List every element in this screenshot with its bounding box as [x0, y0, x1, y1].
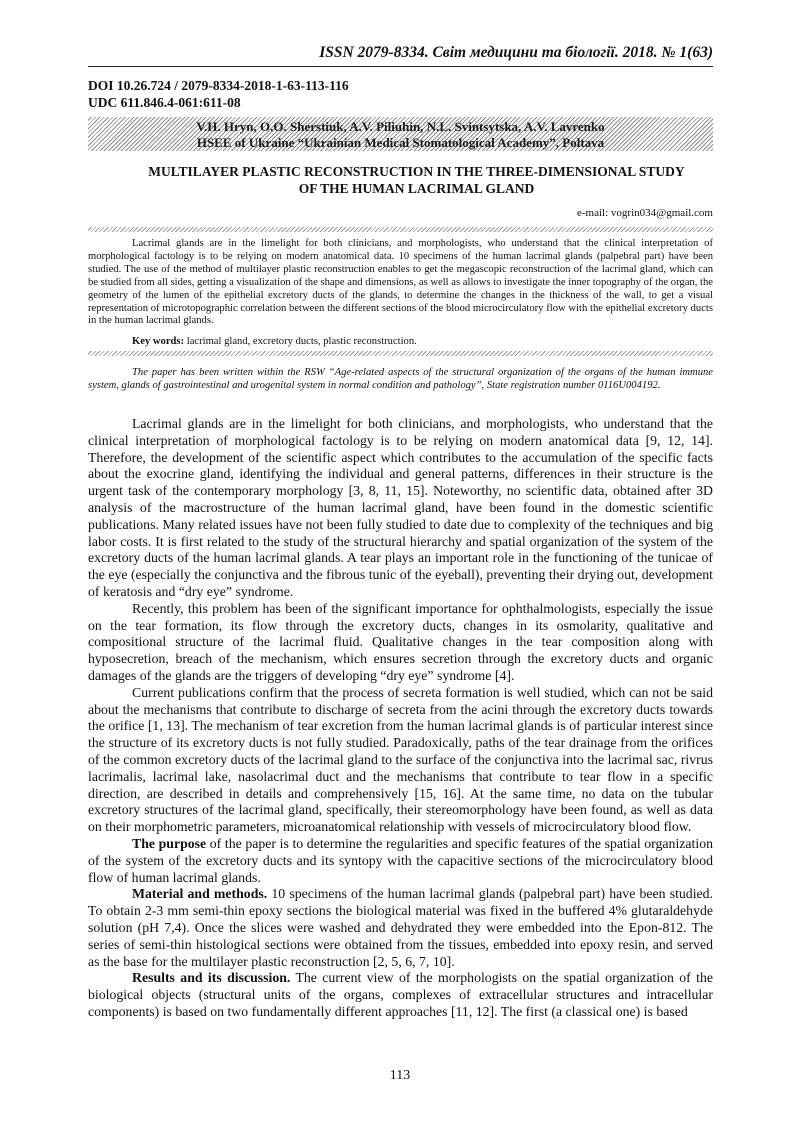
- keywords-list: lacrimal gland, excretory ducts, plastic reconstruction.: [186, 336, 417, 347]
- body-paragraph: Current publications confirm that the process of secreta formation is well studied, which can not be said about the mechanisms that contribute to discharge of secreta from the acini through the excretory ducts towards the orifice [1, 13]. The mechanism of tear excretion from the human lacrimal glands is of particular interest since the structure of its excretory ducts is not fully studied. Paradoxically, paths of the tear drainage from the orifices of the common excretory ducts of the lacrimal gland to the surface of the conjunctiva into the lacrimal sac, rivrus lacrimalis, lacrimal lake, nasolacrimal duct and the mechanisms that contribute to tear flow in a specific direction, are described in details and comprehensively [15, 16]. At the same time, no data on the tubular excretory structures of the lacrimal gland, specifically, their stereomorphology have been found, as well as data on their morphometric parameters, microanatomical relationship with vessels of microcirculatory blood flow.: [88, 684, 713, 835]
- methods-label: Material and methods.: [132, 886, 268, 902]
- funding-note: The paper has been written within the RSW “Age-related aspects of the structural organization of the organs of the human immune system, glands of gastrointestinal and urogenital system in normal condition and pathology”, State registration number 0116U004192.: [88, 367, 713, 392]
- purpose-text: of the paper is to determine the regularities and specific features of the spatial organization of the system of the excretory ducts and its syntopy with the capacitive sections of the microcirculatory blood flow of human lacrimal glands.: [88, 835, 713, 885]
- article-identifiers: [88, 77, 349, 111]
- keywords-label: Key words:: [132, 336, 185, 347]
- page-number: 113: [389, 1068, 411, 1083]
- doi-line: DOI 10.26.724 / 2079-8334-2018-1-63-113-116: [88, 78, 349, 93]
- results-text: The current view of the morphologists on the spatial organization of the biological objects (structural units of the organs, complexes of extracellular structures and intracellular components) is based on two fundamentally different approaches [11, 12]. The first (a classical one) is based: [88, 970, 713, 1019]
- purpose-label: The purpose: [132, 835, 207, 851]
- methods-paragraph: [88, 886, 713, 970]
- author-affiliation: HSEE of Ukraine “Ukrainian Medical Stomatological Academy”, Poltava: [196, 135, 605, 150]
- purpose-paragraph: [88, 836, 713, 886]
- author-names: V.H. Hryn, O.O. Sherstiuk, A.V. Piliuhin, N.L. Svintsytska, A.V. Lavrenko: [196, 119, 605, 134]
- methods-text: 10 specimens of the human lacrimal glands (palpebral part) have been studied. To obtain 2-3 mm semi-thin epoxy sections the biological material was fixed in the buffered 4% glutaraldehyde solution (pH 7,4). Once the slices were washed and dehydrated they were embedded into the Epon-812. The series of semi-thin histological sections were obtained from the tissues, embedded into epoxy resin, and served as the base for the multilayer plastic reconstruction [2, 5, 6, 7, 10].: [88, 886, 714, 969]
- author-block: [88, 119, 713, 151]
- udc-line: UDC 611.846.4-061:611-08: [88, 95, 241, 110]
- article-title: [120, 163, 713, 197]
- article-body: [88, 416, 713, 1021]
- header-rule: [88, 66, 713, 67]
- title-line-1: MULTILAYER PLASTIC RECONSTRUCTION IN THE THREE-DIMENSIONAL STUDY: [148, 164, 685, 179]
- results-label: Results and its discussion.: [132, 970, 291, 986]
- title-line-2: OF THE HUMAN LACRIMAL GLAND: [298, 181, 535, 196]
- body-paragraph: Recently, this problem has been of the significant importance for ophthalmologists, especially the issue on the tear formation, its flow through the excretory ducts, changes in its osmolarity, qualitative and compositional structure of the lacrimal fluid. Qualitative changes in the tear composition along with hyposecretion, breach of the mechanism, which ensures secretion through the excretory ducts and organic damages of the glands are the triggers of developing “dry eye” syndrome [4].: [88, 600, 713, 683]
- keywords-line: [132, 336, 417, 347]
- body-paragraph: Lacrimal glands are in the limelight for both clinicians, and morphologists, who understand that the clinical interpretation of morphological factology is to be relying on modern anatomical data [9, 12, 14]. Therefore, the development of the scientific aspect which contributes to the accumulation of the specific facts about the exocrine gland, identifying the individual and general patterns, differences in their structure is the urgent task of the contemporary morphology [3, 8, 11, 15]. Noteworthy, no scientific data, obtained after 3D analysis of the macrostructure of the human lacrimal gland, have been found in the domestic scientific publications. Many related issues have not been fully studied to date due to complexity of the techniques and big labor costs. It is first related to the study of the structural hierarchy and spatial organization of the system of the excretory ducts of the human lacrimal glands. A tear plays an important role in the functioning of the tunicae of the eye (especially the conjunctiva and the fibrous tunic of the eyeball), preventing their drying out, development of keratosis and “dry eye” syndrome.: [88, 416, 713, 599]
- results-paragraph: [88, 970, 713, 1020]
- contact-email[interactable]: e-mail: vogrin034@gmail.com: [577, 207, 713, 219]
- abstract-bottom-divider: [88, 351, 713, 356]
- abstract-text: Lacrimal glands are in the limelight for both clinicians, and morphologists, who understand that the clinical interpretation of morphological factology is to be relying on modern anatomical data. 10 specimens of the human lacrimal glands (palpebral part) have been studied. The use of the method of multilayer plastic reconstruction enables to get the megascopic reconstruction of the lacrimal gland, which can be studied from all sides, getting a visualization of the shape and dimensions, as well as allows to investigate the inner topography of the organ, the geometry of the lumen of the epithelial excretory ducts of the glands, to determine the changes in the thickness of the wall, to get a visual representation of microtopographic correlation between the different sections of the blood microcirculatory flow with the epithelial excretory ducts in the human lacrimal glands.: [88, 238, 713, 327]
- journal-header: ISSN 2079-8334. Світ медицини та біології. 2018. № 1(63): [319, 44, 713, 61]
- abstract-top-divider: [88, 227, 713, 232]
